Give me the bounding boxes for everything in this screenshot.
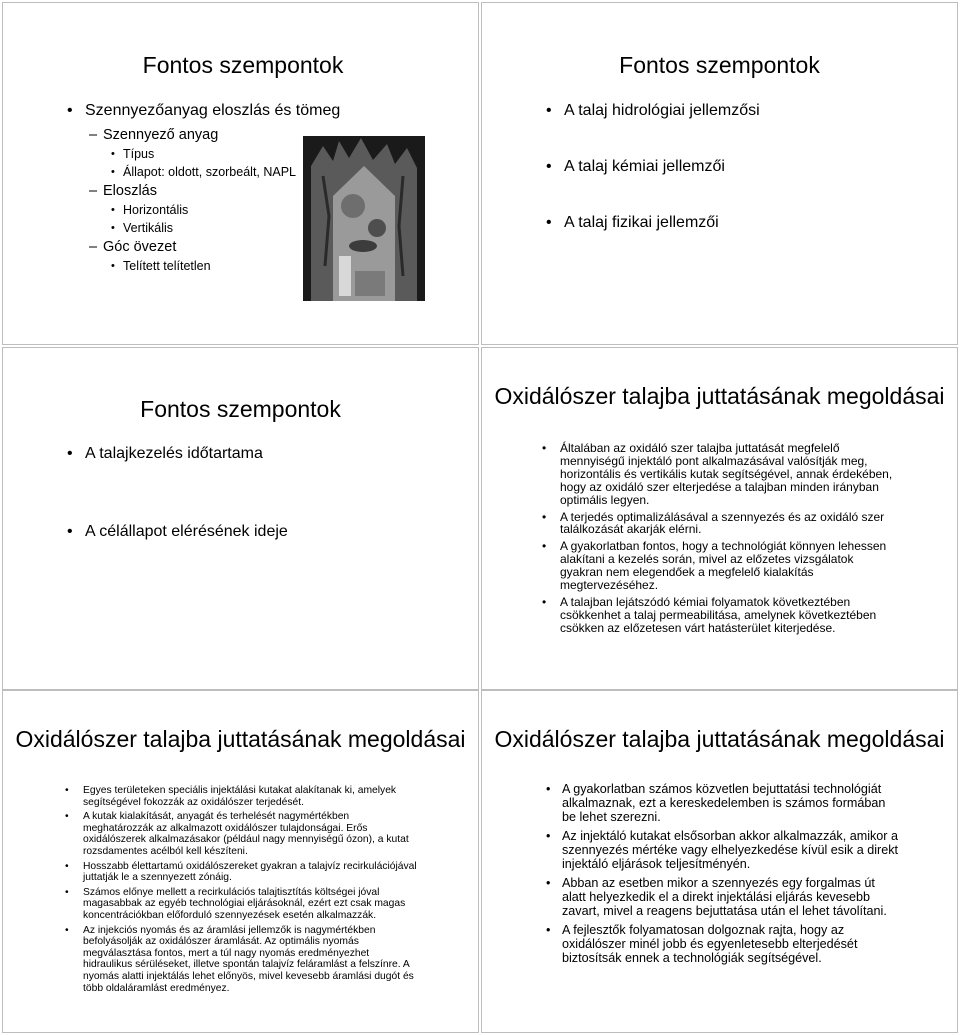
- slide-1: [2, 2, 479, 345]
- slide-title: Fontos szempontok: [140, 396, 341, 422]
- list-item: • A talajban lejátszódó kémiai folyamatok következtében csökkenhet a talaj permeabilitása, amelynek következtében csökken az előzetesen várt hatásterület kiterjedése.: [540, 596, 895, 635]
- list-item: – Góc övezet: [65, 237, 340, 257]
- slide-title: Oxidálószer talajba juttatásának megoldásai: [15, 726, 466, 752]
- bullet-list: [65, 442, 288, 598]
- list-item: – Eloszlás: [65, 181, 340, 201]
- slide-3: [2, 347, 479, 690]
- slide-5: [2, 690, 479, 1033]
- slide-2: [481, 2, 958, 345]
- list-item: • Állapot: oldott, szorbeált, NAPL: [65, 163, 340, 181]
- list-item: • Általában az oxidáló szer talajba juttatását megfelelő mennyiségű injektáló pont alkalmazásával valósítják meg, horizontális és vertikális kutak segítségével, annak érdekében, hogy az oxidáló szer elterjedése a talajban minden irányban optimális legyen.: [540, 442, 895, 507]
- illustration-image: [303, 136, 425, 301]
- slide-title: Oxidálószer talajba juttatásának megoldásai: [494, 383, 945, 409]
- list-item: • A gyakorlatban számos közvetlen bejuttatási technológiát alkalmaznak, ezt a kereskedelemben is számos formában be lehet szerezni.: [544, 782, 899, 824]
- slide-6: [481, 690, 958, 1033]
- bullet-list: [544, 782, 899, 970]
- bullet-list: [63, 785, 418, 997]
- list-item: • A talaj hidrológiai jellemzősi: [544, 99, 760, 123]
- list-item: • Egyes területeken speciális injektálási kutakat alakítanak ki, amelyek segítségével fokozzák az oxidálószer terjedését.: [63, 785, 418, 808]
- list-item: • A talajkezelés időtartama: [65, 442, 288, 466]
- list-item: • A célállapot elérésének ideje: [65, 520, 288, 544]
- list-item: • Szennyezőanyag eloszlás és tömeg: [65, 99, 340, 123]
- slide-title: Fontos szempontok: [142, 52, 344, 78]
- list-item: • Horizontális: [65, 201, 340, 219]
- slide-title: Oxidálószer talajba juttatásának megoldásai: [494, 726, 945, 752]
- list-item: • Számos előnye mellett a recirkulációs talajtisztítás költségei jóval magasabbak az egyéb technológiai eljárásoknál, ezért ezt csak magas koncentrációkban előforduló szennyezések esetén alkalmazzák.: [63, 887, 418, 922]
- list-item: • Az injekciós nyomás és az áramlási jellemzők is nagymértékben befolyásolják az oxidálószer áramlását. Az optimális nyomás megválasztása fontos, mert a túl nagy nyomás eredményezhet hidraulikus sérüléseket, illetve spontán talajvíz feláramlást a felszínre. A nyomás alatti injektálás lehet előnyös, mivel kevesebb áramlási dugót és több oldaláramlást eredményez.: [63, 925, 418, 995]
- bullet-list: [540, 442, 895, 639]
- list-item: • Vertikális: [65, 219, 340, 237]
- list-item: • A fejlesztők folyamatosan dolgoznak rajta, hogy az oxidálószer minél jobb és egyenletesebb elterjedését biztosítsák ennek a technológiák segítségével.: [544, 923, 899, 965]
- list-item: • Az injektáló kutakat elsősorban akkor alkalmazzák, amikor a szennyezés mértéke vagy elhelyezkedése kívül esik a direkt injektáló eljárások teljesítményén.: [544, 829, 899, 871]
- slide-4: [481, 347, 958, 690]
- bullet-list: [65, 99, 340, 275]
- list-item: • Telített telítetlen: [65, 257, 340, 275]
- list-item: • A terjedés optimalizálásával a szennyezés és az oxidáló szer találkozását akarják elérni.: [540, 511, 895, 537]
- bullet-list: [544, 99, 760, 267]
- list-item: – Szennyező anyag: [65, 125, 340, 145]
- list-item: • A gyakorlatban fontos, hogy a technológiát könnyen lehessen alakítani a kezelés során, mivel az előzetes vizsgálatok gyakran nem elegendőek a megfelelő kialakítás megtervezéséhez.: [540, 540, 895, 592]
- list-item: • Abban az esetben mikor a szennyezés egy forgalmas út alatt helyezkedik el a direkt injektálási eljárás kevesebb zavart, mivel a reagens bejuttatása után el lehet távolítani.: [544, 876, 899, 918]
- list-item: • A talaj fizikai jellemzői: [544, 211, 760, 235]
- list-item: • Típus: [65, 145, 340, 163]
- slide-title: Fontos szempontok: [619, 52, 820, 78]
- list-item: • Hosszabb élettartamú oxidálószereket gyakran a talajvíz recirkulációjával juttatják le a szennyezett zónáig.: [63, 861, 418, 884]
- list-item: • A talaj kémiai jellemzői: [544, 155, 760, 179]
- list-item: • A kutak kialakítását, anyagát és terhelését nagymértékben meghatározzák az alkalmazott oxidálószer tulajdonságai. Erős oxidálószerek alkalmazásakor (például nagy mennyiségű ózon), a kutat rozsdamentes acélból kell készíteni.: [63, 811, 418, 857]
